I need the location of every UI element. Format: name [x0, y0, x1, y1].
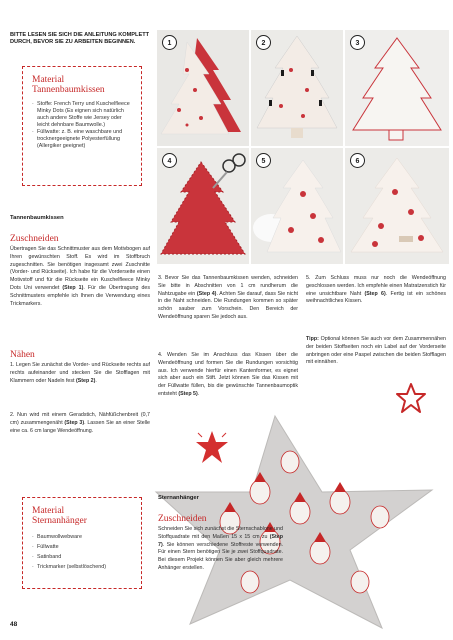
material-title-line1: Material	[32, 75, 65, 85]
step-number-4: 4	[162, 153, 177, 168]
red-star-decoration-icon	[396, 383, 426, 413]
material-list	[32, 101, 132, 150]
step-4-text: 4. Wenden Sie im Anschluss das Kissen über die Wendeöffnung und formen Sie die Rundungen vorsichtig aus. Ich verwende hierfür einen Kantenformer, es eignet sich aber auch ein Stift. Jetzt können Sie das Kissen mit der Füllwatte füllen, bis die gewünschte Tannenbaumoptik entsteht (Step 5).	[158, 352, 298, 397]
tipp-body: Optional können Sie auch vor dem Zusammennähen der beiden Stoffseiten noch ein Label auf der Vorderseite anbringen oder eine Paspel zwischen die beiden Stofflagen mit einnähen.	[306, 336, 446, 366]
material-item: · Satinband	[32, 552, 132, 562]
material-item: · Stoffe: French Terry und Kuschelfleece Minky Dots (Es eignen sich natürlich auch andere Stoffe wie Jersey oder leicht dehnbare Baumwolle.)	[32, 101, 132, 129]
zuschneiden-text: Übertragen Sie das Schnittmuster aus dem Motivbogen auf Ihren gewünschten Stoff. Es wird im Stoffbruch zugeschnitten. Sie benötigen insgesamt zwei Zuschnitte (Vorder- und Rückseite). Ich habe für die Vorderseite einen Motivstoff und für die Rückseite ein Kuschelfleece Minky Dots Uni verwendet (Step 1). Für die Übertragung des Schnittmusters empfehle ich Ihnen die Verwendung eines Trickmarkers.	[10, 246, 150, 307]
step-number-6: 6	[350, 153, 365, 168]
material-item: · Baumwollwebware	[32, 532, 132, 542]
material-title-line2: Sternanhänger	[32, 516, 87, 526]
naehen-step-1: 1. Legen Sie zunächst die Vorder- und Rückseite rechts auf rechts aufeinander und stecken Sie die Stofflagen mit Klammern oder Nadeln fest (Step 2).	[10, 362, 150, 384]
material-box-tannenbaum	[22, 66, 142, 186]
step-3-text: 3. Bevor Sie das Tannenbaumkissen wenden, schneiden Sie bitte in Abschnitten von 1 cm rundherum die Nahtzugabe ein (Step 4). Achten Sie darauf, dass Sie nicht in die Naht schneiden. Die Rundungen kommen so später schön sauber zum Vorschein. Den Bereich der Wendeöffnung sparen Sie jedoch aus.	[158, 275, 298, 320]
heading-zuschneiden-stern: Zuschneiden	[158, 514, 207, 524]
heading-zuschneiden: Zuschneiden	[10, 234, 59, 244]
naehen-step-2: 2. Nun wird mit einem Geradstich, Nähfüßchenbreit (0,7 cm) zusammengenäht (Step 3). Lassen Sie an einer Stelle eine ca. 6 cm lange Wendeöffnung.	[10, 412, 150, 434]
section-label-sternanhaenger: Sternanhänger	[158, 495, 199, 501]
material-title-line1: Material	[32, 506, 65, 516]
material-item: · Füllwatte: z. B. eine waschbare und trocknergeeignete Polyesterfüllung (Allergiker geeignet)	[32, 129, 132, 150]
step-number-5: 5	[256, 153, 271, 168]
section-label-tannenbaumkissen: Tannenbaumkissen	[10, 215, 64, 221]
material-item: · Trickmarker (selbstlöschend)	[32, 562, 132, 572]
zuschneiden-stern-text: Schneiden Sie sich zunächst die Sternschablone und Stoffquadrate mit den Maßen 15 x 15 cm zu (Step 7). Sie können verschiedene Stoffreste verwenden. Für einen Stern benötigen Sie je zwei Stoffquadrate. Bei diesem Projekt können Sie aber gleich mehrere Anhänger erstellen.	[158, 526, 283, 571]
intro-notice: BITTE LESEN SIE SICH DIE ANLEITUNG KOMPLETT DURCH, BEVOR SIE ZU ARBEITEN BEGINNEN.	[10, 32, 150, 46]
step-5-text: 5. Zum Schluss muss nur noch die Wendeöffnung geschlossen werden. Ich empfehle einen Matratzenstich für eine unsichtbare Naht (Step 6). Fertig ist ein schönes weihnachtliches Kissen.	[306, 275, 446, 305]
step-number-3: 3	[350, 35, 365, 50]
step-number-1: 1	[162, 35, 177, 50]
material-item: · Füllwatte	[32, 542, 132, 552]
step-number-2: 2	[256, 35, 271, 50]
heading-naehen: Nähen	[10, 350, 35, 360]
material-box-sternanhaenger	[22, 497, 142, 589]
material-list	[32, 532, 132, 572]
page-number: 48	[10, 621, 18, 628]
tipp-text	[306, 336, 446, 367]
tipp-label: Tipp:	[306, 336, 319, 342]
material-title-line2: Tannenbaumkissen	[32, 85, 105, 95]
